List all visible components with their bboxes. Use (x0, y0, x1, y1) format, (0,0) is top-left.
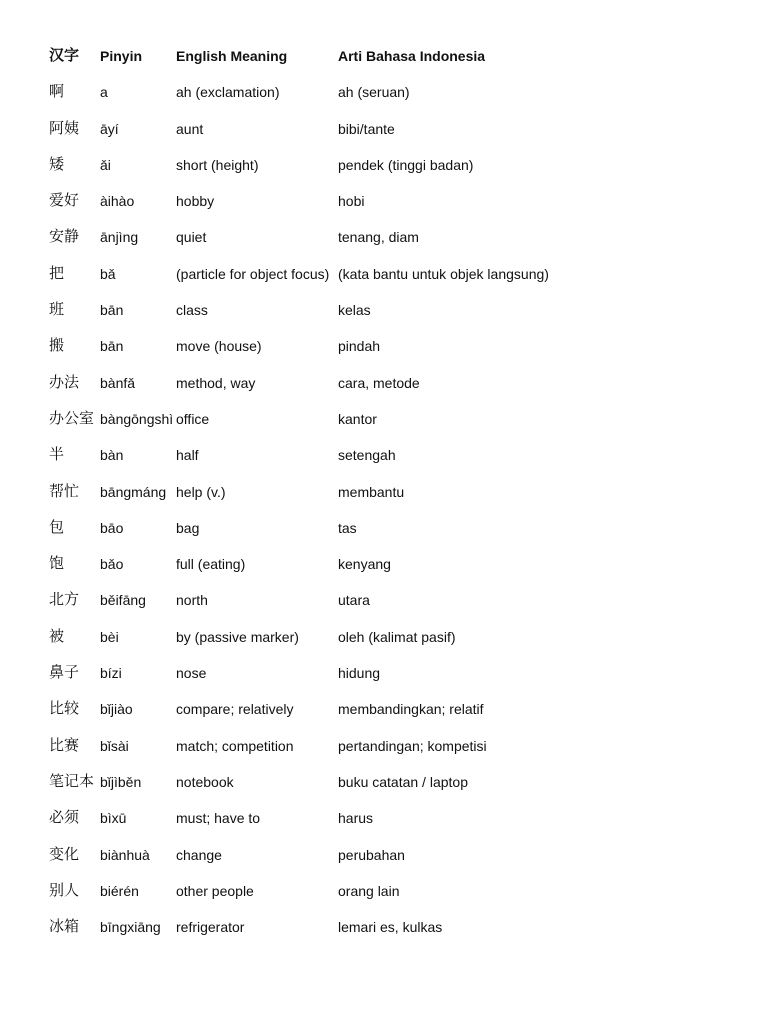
cell-pinyin: bān (100, 302, 124, 319)
table-row (49, 510, 749, 546)
cell-hanzi: 爱好 (49, 192, 80, 210)
cell-indonesian: hidung (338, 665, 381, 682)
cell-indonesian: tenang, diam (338, 229, 419, 246)
header-hanzi: 汉字 (49, 47, 80, 64)
cell-indonesian: oleh (kalimat pasif) (338, 628, 456, 645)
cell-english: match; competition (176, 737, 294, 754)
table-row (49, 256, 749, 292)
cell-hanzi: 安静 (49, 228, 80, 246)
cell-english: bag (176, 519, 200, 536)
table-row (49, 619, 749, 655)
table-row (49, 728, 749, 764)
table-row (49, 655, 749, 691)
cell-indonesian: (kata bantu untuk objek langsung) (338, 265, 549, 282)
table-row (49, 437, 749, 473)
cell-indonesian: tas (338, 519, 357, 536)
cell-indonesian: setengah (338, 447, 396, 464)
table-row (49, 764, 749, 800)
cell-hanzi: 阿姨 (49, 119, 80, 137)
header-pinyin: Pinyin (100, 48, 143, 64)
cell-hanzi: 班 (49, 301, 65, 319)
cell-indonesian: pindah (338, 338, 381, 355)
cell-hanzi: 办法 (49, 373, 80, 391)
cell-hanzi: 别人 (49, 881, 80, 899)
cell-hanzi: 饱 (49, 555, 65, 573)
cell-pinyin: a (100, 84, 108, 101)
cell-indonesian: kenyang (338, 556, 391, 573)
cell-pinyin: bǐjìběn (100, 773, 142, 790)
cell-hanzi: 笔记本 (49, 772, 95, 790)
cell-hanzi: 北方 (49, 591, 80, 609)
table-row (49, 909, 749, 945)
cell-indonesian: membandingkan; relatif (338, 701, 484, 718)
cell-hanzi: 帮忙 (49, 482, 80, 500)
cell-pinyin: àihào (100, 193, 135, 210)
cell-english: (particle for object focus) (176, 265, 330, 282)
cell-pinyin: bìxū (100, 810, 127, 827)
cell-indonesian: pendek (tinggi badan) (338, 156, 474, 173)
header-indonesian: Arti Bahasa Indonesia (338, 48, 486, 64)
cell-english: ah (exclamation) (176, 84, 280, 101)
cell-english: change (176, 846, 222, 863)
cell-english: north (176, 592, 208, 609)
cell-pinyin: bīngxiāng (100, 919, 161, 936)
cell-english: nose (176, 665, 207, 682)
header-english: English Meaning (176, 48, 288, 64)
cell-english: office (176, 410, 210, 427)
table-row (49, 873, 749, 909)
table-row (49, 546, 749, 582)
cell-indonesian: membantu (338, 483, 405, 500)
cell-indonesian: lemari es, kulkas (338, 919, 443, 936)
table-row (49, 582, 749, 618)
cell-hanzi: 啊 (49, 83, 65, 101)
cell-english: aunt (176, 120, 204, 137)
cell-english: half (176, 447, 199, 464)
cell-english: compare; relatively (176, 701, 294, 718)
cell-pinyin: āyí (100, 120, 119, 137)
cell-indonesian: kantor (338, 410, 377, 427)
cell-english: help (v.) (176, 483, 226, 500)
table-row (49, 328, 749, 364)
table-row (49, 401, 749, 437)
cell-hanzi: 必须 (49, 809, 80, 827)
table-row (49, 365, 749, 401)
cell-pinyin: bāo (100, 519, 124, 536)
cell-pinyin: ānjìng (100, 229, 139, 246)
cell-pinyin: bízi (100, 665, 122, 682)
cell-pinyin: ǎi (100, 156, 111, 173)
table-row (49, 800, 749, 836)
cell-hanzi: 矮 (49, 155, 65, 173)
table-body (49, 74, 749, 945)
table-header-row (49, 38, 749, 74)
cell-english: move (house) (176, 338, 262, 355)
vocabulary-table (49, 38, 749, 945)
cell-indonesian: ah (seruan) (338, 84, 410, 101)
cell-pinyin: bǐjiào (100, 701, 133, 718)
cell-hanzi: 搬 (49, 337, 65, 355)
cell-english: must; have to (176, 810, 261, 827)
table-row (49, 74, 749, 110)
cell-english: notebook (176, 773, 234, 790)
table-row (49, 292, 749, 328)
cell-pinyin: bāngmáng (100, 483, 167, 500)
cell-english: quiet (176, 229, 207, 246)
cell-pinyin: bǎ (100, 265, 116, 282)
cell-hanzi: 比较 (49, 700, 80, 718)
cell-hanzi: 半 (49, 446, 65, 464)
cell-pinyin: bǎo (100, 556, 124, 573)
cell-pinyin: bèi (100, 628, 119, 645)
table-row (49, 837, 749, 873)
cell-indonesian: cara, metode (338, 374, 420, 391)
cell-hanzi: 办公室 (49, 409, 95, 427)
cell-english: method, way (176, 374, 256, 391)
cell-pinyin: bàn (100, 447, 124, 464)
cell-english: by (passive marker) (176, 628, 299, 645)
table-row (49, 111, 749, 147)
cell-english: short (height) (176, 156, 259, 173)
table-row (49, 691, 749, 727)
cell-pinyin: bànfǎ (100, 374, 136, 391)
cell-indonesian: pertandingan; kompetisi (338, 737, 487, 754)
cell-indonesian: utara (338, 592, 370, 609)
cell-english: refrigerator (176, 919, 245, 936)
cell-hanzi: 把 (49, 264, 65, 282)
cell-english: hobby (176, 193, 215, 210)
cell-pinyin: bān (100, 338, 124, 355)
cell-pinyin: bàngōngshì (100, 410, 174, 427)
cell-indonesian: hobi (338, 193, 365, 210)
cell-hanzi: 比赛 (49, 736, 80, 754)
cell-hanzi: 包 (49, 518, 65, 536)
cell-indonesian: perubahan (338, 846, 405, 863)
cell-indonesian: buku catatan / laptop (338, 773, 468, 790)
cell-indonesian: orang lain (338, 882, 400, 899)
table-row (49, 183, 749, 219)
table-row (49, 147, 749, 183)
cell-indonesian: kelas (338, 302, 371, 319)
table-row (49, 219, 749, 255)
cell-pinyin: běifāng (100, 592, 146, 609)
cell-pinyin: biànhuà (100, 846, 150, 863)
cell-hanzi: 被 (49, 627, 65, 645)
cell-english: other people (176, 882, 254, 899)
cell-pinyin: bǐsài (100, 737, 129, 754)
cell-indonesian: harus (338, 810, 374, 827)
cell-hanzi: 变化 (49, 845, 80, 863)
cell-english: full (eating) (176, 556, 246, 573)
cell-hanzi: 冰箱 (49, 918, 80, 936)
cell-hanzi: 鼻子 (49, 664, 80, 682)
cell-indonesian: bibi/tante (338, 120, 395, 137)
cell-pinyin: biérén (100, 882, 139, 899)
table-row (49, 474, 749, 510)
cell-english: class (176, 302, 208, 319)
